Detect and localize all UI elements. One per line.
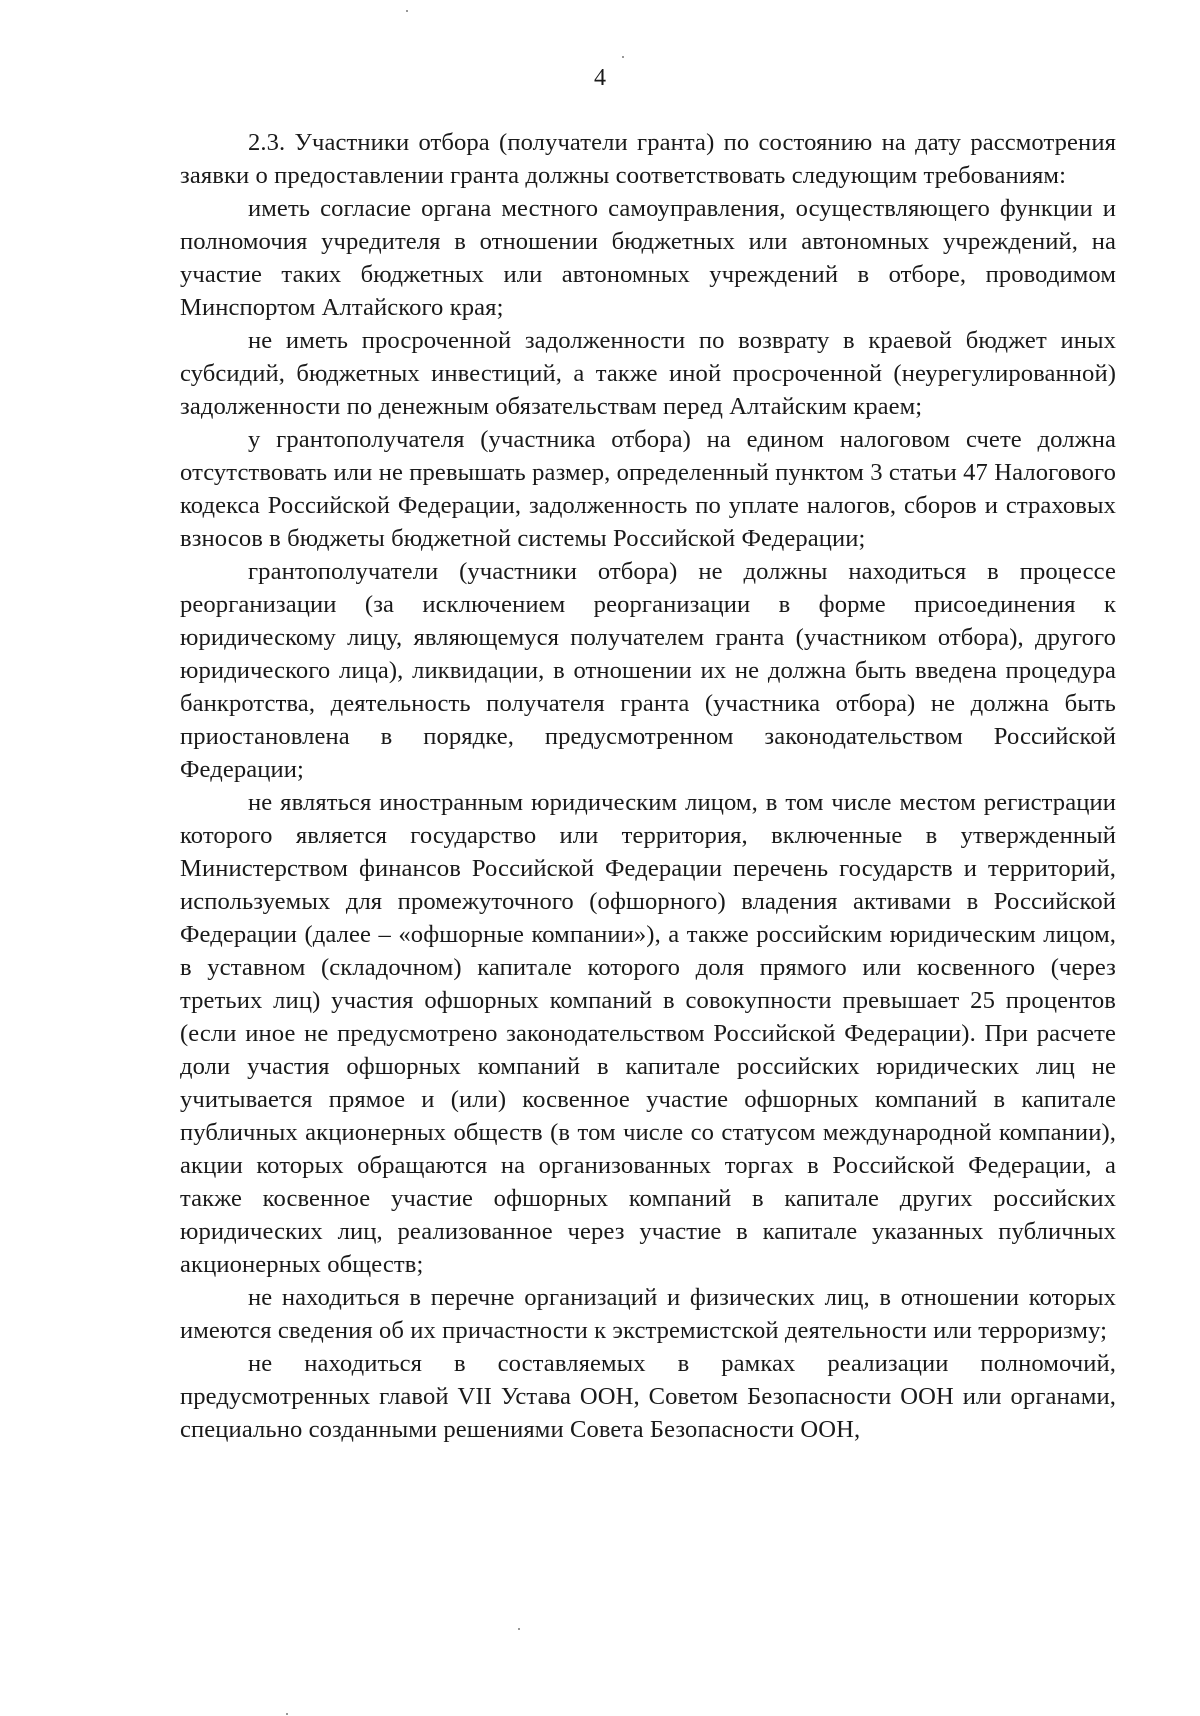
scan-speck bbox=[406, 10, 408, 12]
paragraph-not-foreign-entity: не являться иностранным юридическим лицом, в том числе местом регистрации которого является государство или территория, включенные в утвержденный Министерством финансов Российской Федерации перечень государств и территорий, используемых для промежуточного (офшорного) владения активами в Российской Федерации (далее – «офшорные компании»), а также российским юридическим лицом, в уставном (складочном) капитале которого доля прямого или косвенного (через третьих лиц) участия офшорных компаний в совокупности превышает 25 процентов (если иное не предусмотрено законодательством Российской Федерации). При расчете доли участия офшорных компаний в капитале российских юридических лиц не учитывается прямое и (или) косвенное участие офшорных компаний в капитале публичных акционерных обществ (в том числе со статусом международной компании), акции которых обращаются на организованных торгах в Российской Федерации, а также косвенное участие офшорных компаний в капитале других российских юридических лиц, реализованное через участие в капитале указанных публичных акционерных обществ; bbox=[180, 789, 1116, 1278]
paragraph-tax-account-debt: у грантополучателя (участника отбора) на едином налоговом счете должна отсутствовать или не превышать размер, определенный пунктом 3 статьи 47 Налогового кодекса Российской Федерации, задолженность по уплате налогов, сборов и страховых взносов в бюджеты бюджетной системы Российской Федерации; bbox=[180, 426, 1116, 552]
scan-speck bbox=[286, 1713, 288, 1715]
scan-speck bbox=[622, 56, 624, 58]
page-number: 4 bbox=[594, 65, 606, 91]
paragraph-no-overdue-debt: не иметь просроченной задолженности по возврату в краевой бюджет иных субсидий, бюджетных инвестиций, а также иной просроченной (неурегулированной) задолженности по денежным обязательствам перед Алтайским краем; bbox=[180, 327, 1116, 420]
paragraph-un-security-council: не находиться в составляемых в рамках реализации полномочий, предусмотренных главой VII Устава ООН, Советом Безопасности ООН или органами, специально созданными решениями Совета Безопасности ООН, bbox=[180, 1350, 1116, 1443]
paragraph-local-authority-consent: иметь согласие органа местного самоуправления, осуществляющего функции и полномочия учредителя в отношении бюджетных или автономных учреждений, на участие таких бюджетных или автономных учреждений в отборе, проводимом Минспортом Алтайского края; bbox=[180, 195, 1116, 321]
paragraph-no-reorganization: грантополучатели (участники отбора) не должны находиться в процессе реорганизации (за исключением реорганизации в форме присоединения к юридическому лицу, являющемуся получателем гранта (участником отбора), другого юридического лица), ликвидации, в отношении их не должна быть введена процедура банкротства, деятельность получателя гранта (участника отбора) не должна быть приостановлена в порядке, предусмотренном законодательством Российской Федерации; bbox=[180, 558, 1116, 783]
document-body bbox=[180, 126, 1116, 1446]
scan-speck bbox=[518, 1628, 520, 1630]
paragraph-2-3-intro: 2.3. Участники отбора (получатели гранта) по состоянию на дату рассмотрения заявки о предоставлении гранта должны соответствовать следующим требованиям: bbox=[180, 129, 1116, 189]
paragraph-not-extremist-list: не находиться в перечне организаций и физических лиц, в отношении которых имеются сведения об их причастности к экстремистской деятельности или терроризму; bbox=[180, 1284, 1116, 1344]
